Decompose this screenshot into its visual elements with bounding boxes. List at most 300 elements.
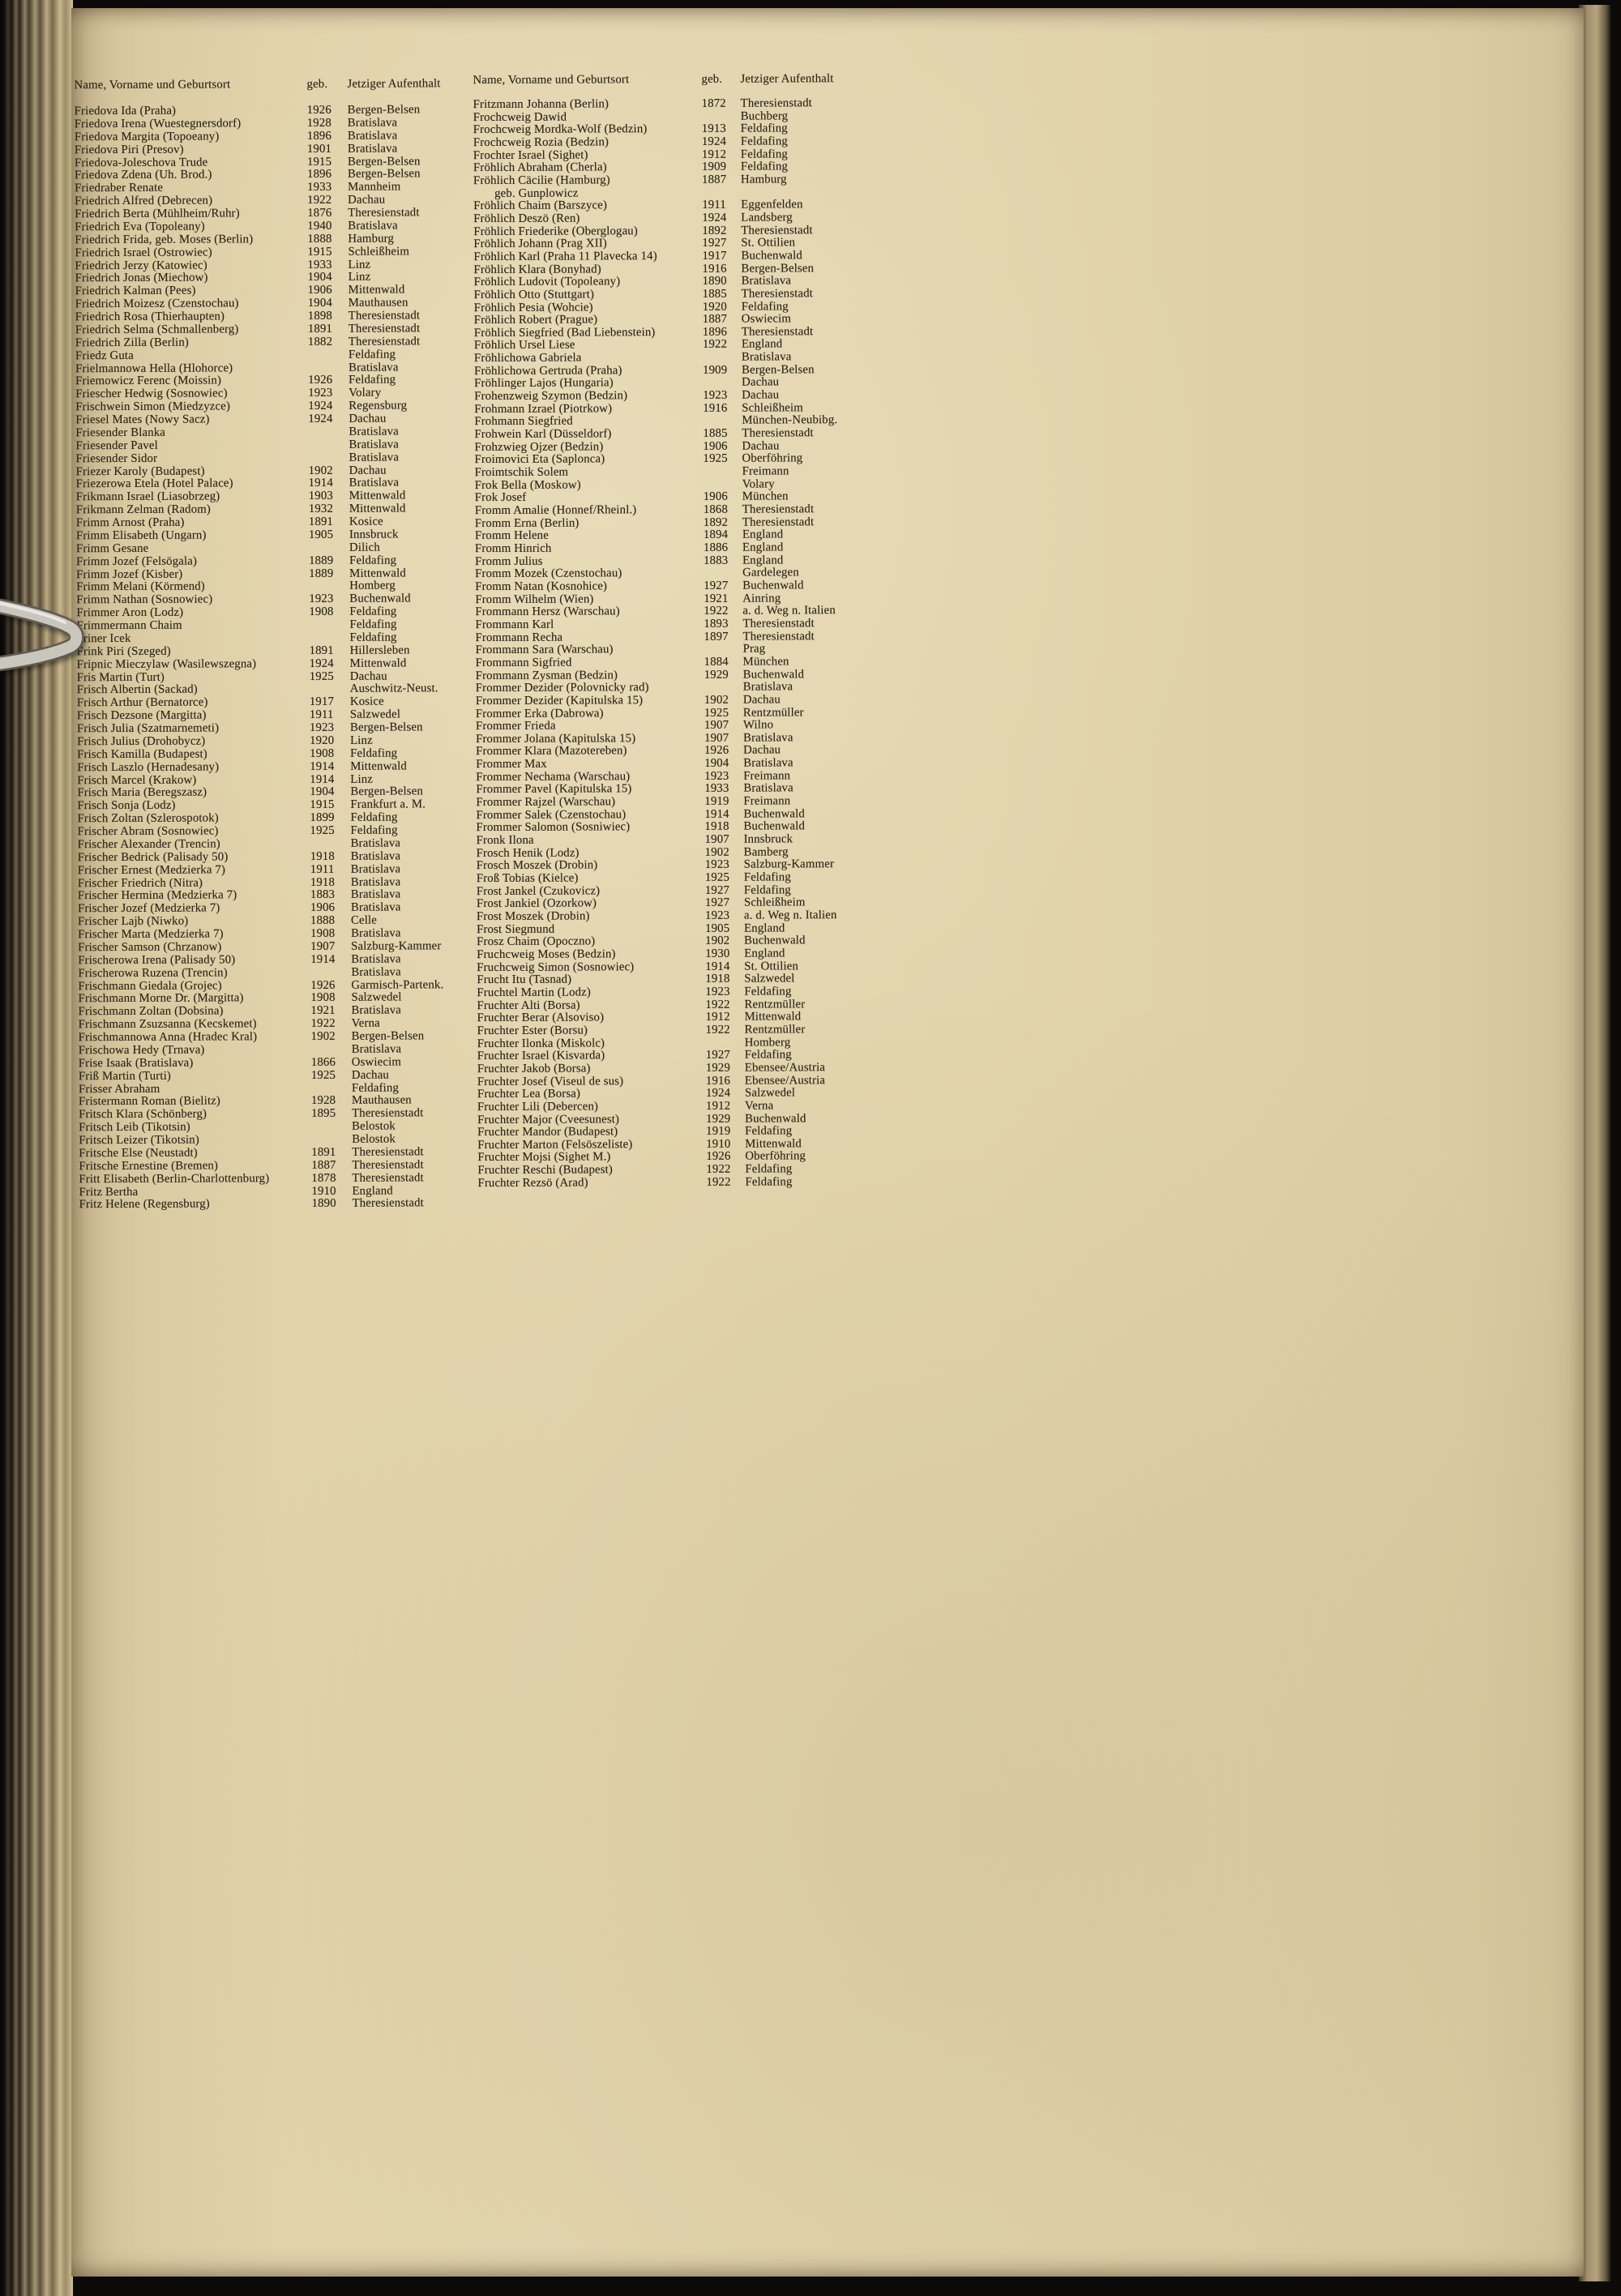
entry-location: Dachau [348, 193, 386, 207]
entry-location: Oberföhring [745, 1149, 806, 1164]
entry-birthyear: 1924 [705, 1086, 731, 1101]
entry-birthyear: 1911 [309, 708, 334, 722]
entry-location: Theresienstadt [742, 629, 815, 643]
entry-birthyear: 1887 [311, 1158, 336, 1172]
entry-birthyear: 1902 [310, 1029, 336, 1043]
entry-name: Froimovici Eta (Saplonca) [474, 452, 605, 467]
entry-location: Buchenwald [743, 819, 806, 834]
entry-birthyear: 1926 [706, 1150, 731, 1164]
entry-name: Frimmermann Chaim [76, 618, 182, 633]
entry-location: Bratislava [350, 836, 401, 850]
entry-name: Frok Josef [474, 491, 527, 505]
entry-location: Bamberg [743, 845, 789, 859]
entry-birthyear: 1902 [308, 464, 333, 477]
entry-birthyear: 1922 [704, 604, 729, 618]
entry-birthyear: 1929 [704, 668, 729, 682]
entry-name: Frisch Julius (Drohobycz) [77, 734, 206, 749]
entry-name: Fruchter Alti (Borsa) [477, 998, 580, 1012]
entry-location: Feldafing [745, 1124, 793, 1138]
entry-location: Mittenwald [349, 502, 406, 515]
entry-birthyear: 1922 [705, 998, 730, 1011]
entry-location: Feldafing [740, 160, 789, 173]
entry-birthyear: 1906 [307, 284, 332, 297]
entry-name: Frisch Sonja (Lodz) [77, 798, 176, 813]
entry-name: Fröhlichowa Gertruda (Praha) [474, 364, 622, 378]
entry-birthyear: 1890 [702, 274, 727, 289]
entry-name: Fruchter Marton (Felsöszeliste) [477, 1138, 633, 1152]
entry-birthyear: 1902 [704, 693, 729, 707]
entry-name: Friesender Blanka [75, 425, 166, 440]
entry-name: Fristermann Roman (Bielitz) [78, 1094, 221, 1109]
entry-birthyear: 1924 [702, 211, 727, 224]
entry-name: Fruchcweig Moses (Bedzin) [477, 947, 616, 962]
entry-name: Fröhlichowa Gabriela [473, 351, 582, 366]
entry-birthyear: 1925 [309, 669, 334, 683]
entry-birthyear: 1898 [307, 309, 333, 323]
entry-birthyear: 1922 [310, 1016, 336, 1031]
entry-location: Hamburg [741, 173, 787, 186]
entry-birthyear: 1902 [705, 934, 730, 948]
entry-birthyear: 1923 [704, 769, 729, 783]
entry-birthyear: 1923 [309, 592, 334, 606]
entry-name: Friedrich Selma (Schmallenberg) [75, 323, 239, 337]
entry-name: Frok Bella (Moskow) [474, 478, 581, 492]
entry-location: Theresienstadt [348, 309, 421, 323]
entry-location: England [742, 554, 784, 567]
entry-birthyear: 1927 [702, 236, 727, 250]
entry-location: Feldafing [743, 870, 791, 884]
entry-name: Fromm Wilhelm (Wien) [475, 592, 594, 606]
entry-location: Feldafing [348, 348, 396, 361]
entry-name: Frischer Jozef (Medzierka 7) [77, 901, 220, 916]
entry-birthyear: 1911 [310, 862, 335, 876]
entry-name: Fruchter Ilonka (Miskolc) [477, 1036, 605, 1050]
entry-birthyear: 1888 [310, 913, 336, 928]
entry-name: Frommann Sigfried [475, 656, 572, 669]
entry-name: Fruchter Rezsö (Arad) [477, 1176, 588, 1190]
entry-birthyear: 1892 [703, 515, 729, 529]
entry-location: Innsbruck [349, 528, 399, 541]
entry-location: St. Ottilien [744, 959, 799, 973]
entry-location: Landsberg [741, 211, 793, 224]
entry-birthyear: 1916 [702, 262, 727, 276]
entry-location: Mauthausen [348, 296, 408, 310]
entry-location: Salzwedel [349, 708, 401, 721]
entry-birthyear: 1908 [309, 605, 334, 619]
entry-name: Fröhlich Karl (Praha 11 Plavecka 14) [473, 249, 657, 263]
entry-birthyear: 1924 [308, 399, 333, 413]
entry-location: England [742, 541, 784, 554]
entry-birthyear: 1929 [706, 1112, 731, 1126]
entry-birthyear: 1925 [310, 1068, 336, 1082]
entry-name: Fröhlich Robert (Prague) [473, 313, 598, 327]
entry-location: Buchenwald [745, 1111, 806, 1126]
entry-location: Feldafing [741, 299, 789, 314]
entry-location: Bratislava [347, 129, 398, 143]
entry-location: Feldafing [349, 554, 397, 567]
entry-birthyear: 1896 [702, 325, 728, 339]
entry-birthyear: 1923 [308, 387, 333, 400]
entry-name: Frisch Zoltan (Szlerospotok) [77, 811, 219, 826]
entry-name: Frischer Marta (Medzierka 7) [78, 927, 224, 942]
entry-birthyear: 1917 [309, 695, 335, 709]
entry-name: Frisch Albertin (Sackad) [76, 682, 198, 697]
entry-name: Friedrich Israel (Ostrowiec) [75, 246, 212, 259]
entry-name: Friedz Guta [75, 348, 134, 362]
entry-birthyear: 1904 [310, 785, 335, 799]
entry-birthyear: 1925 [704, 870, 730, 884]
entry-birthyear: 1910 [311, 1184, 336, 1198]
paper-page [71, 8, 1584, 2277]
entry-name: Fruchter Berar (Alsoviso) [477, 1011, 605, 1025]
entry-birthyear: 1914 [705, 960, 730, 973]
entry-name: Frommer Rajzel (Warschau) [476, 795, 616, 810]
header-name: Name, Vorname und Geburtsort [473, 73, 630, 88]
entry-location: Frankfurt a. M. [350, 797, 426, 812]
entry-location: Buchenwald [743, 807, 805, 821]
entry-birthyear: 1899 [310, 810, 335, 825]
entry-name: Frikmann Israel (Liasobrzeg) [75, 490, 220, 504]
entry-location: Buchenwald [742, 579, 804, 592]
column-header [74, 77, 456, 92]
entry-location: Theresienstadt [352, 1106, 424, 1120]
entry-birthyear: 1894 [703, 528, 729, 542]
entry-location: Rentzmüller [742, 705, 804, 720]
entry-location: Theresienstadt [348, 335, 421, 348]
entry-birthyear: 1919 [704, 794, 729, 808]
entry-name: Fruchter Mandor (Budapest) [477, 1125, 618, 1139]
header-aufenthalt: Jetziger Aufenthalt [347, 77, 441, 91]
entry-name: Fröhlich Cäcilie (Hamburg) [473, 173, 610, 188]
entry-location: Ebensee/Austria [744, 1073, 826, 1088]
entry-birthyear: 1887 [702, 173, 727, 186]
entry-birthyear: 1872 [701, 96, 726, 110]
entry-location: Mittenwald [745, 1137, 802, 1151]
entry-name: Frommer Dezider (Kapitulska 15) [475, 694, 644, 708]
entry-location: Theresienstadt [740, 96, 813, 110]
entry-name: Friedraber Renate [75, 182, 164, 195]
entry-location: Auschwitz-Neust. [349, 682, 438, 696]
entry-name: Fruchter Lea (Borsa) [477, 1087, 581, 1101]
entry-birthyear: 1927 [704, 896, 730, 910]
entry-name: Frikmann Zelman (Radom) [75, 502, 212, 517]
entry-name: Frommann Zysman (Bedzin) [475, 668, 618, 682]
entry-location: Bratislava [351, 1042, 402, 1056]
entry-name: Fröhlich Chaim (Barszyce) [473, 199, 608, 213]
entry-birthyear: 1891 [309, 643, 334, 657]
entry-name: Frielmannowa Hella (Hlohorce) [75, 361, 233, 375]
entry-name: Frochcweig Rozia (Bedzin) [473, 135, 609, 150]
entry-birthyear: 1918 [705, 972, 730, 986]
entry-location: England [744, 921, 785, 935]
entry-birthyear: 1918 [310, 849, 335, 863]
entry-name: Frimm Arnost (Praha) [75, 515, 185, 530]
entry-birthyear: 1884 [704, 655, 729, 669]
entry-birthyear: 1920 [702, 300, 727, 314]
entry-name: Frisser Abraham [78, 1082, 160, 1096]
entry-birthyear: 1889 [309, 567, 334, 580]
entry-name: Frost Jankel (Czukovicz) [476, 884, 601, 898]
entry-name: Frommer Salomon (Sosniwiec) [476, 820, 631, 835]
entry-birthyear: 1921 [310, 1004, 336, 1018]
entry-location: Volary [349, 386, 382, 400]
entry-name: Fröhlich Ludovit (Topoleany) [473, 275, 621, 289]
entry-location: Dachau [349, 412, 387, 425]
entry-location: Bratislava [349, 425, 399, 438]
header-geb: geb. [701, 72, 723, 86]
entry-name: Fröhlich Pesia (Wohcie) [473, 300, 593, 314]
entry-birthyear: 1878 [311, 1171, 336, 1185]
entry-name-continuation: geb. Gunplowicz [494, 186, 579, 200]
entry-name: Friescher Hedwig (Sosnowiec) [75, 387, 228, 401]
entry-name: Fripnic Mieczylaw (Wasilewszegna) [76, 656, 257, 671]
entry-location: Theresienstadt [741, 287, 814, 301]
entry-birthyear: 1915 [307, 245, 332, 259]
entry-birthyear: 1926 [704, 744, 729, 758]
entry-name: Frucht Itu (Tasnad) [477, 973, 572, 987]
entry-location: Bratislava [350, 849, 401, 863]
entry-birthyear: 1907 [704, 832, 729, 846]
entry-location: München [742, 490, 789, 503]
entry-birthyear: 1891 [308, 515, 334, 528]
entry-location: Wilno [742, 718, 774, 732]
entry-birthyear: 1906 [703, 439, 728, 453]
entry-name: Fröhlich Siegfried (Bad Liebenstein) [473, 325, 656, 340]
entry-birthyear: 1907 [704, 731, 729, 745]
entry-birthyear: 1927 [705, 1048, 730, 1062]
entry-birthyear: 1887 [702, 312, 728, 327]
entry-birthyear: 1909 [701, 160, 727, 174]
entry-name: Frischer Hermina (Medzierka 7) [77, 888, 237, 903]
entry-location: Theresienstadt [742, 426, 814, 440]
entry-location: Buchenwald [742, 667, 805, 682]
entry-name: Frisch Laszlo (Hernadesany) [77, 760, 220, 774]
entry-location: München [742, 655, 789, 669]
entry-location: Feldafing [351, 1080, 400, 1095]
entry-birthyear: 1914 [310, 772, 335, 786]
entry-name: Frommer Nechama (Warschau) [476, 770, 631, 784]
entry-name: Frisch Arthur (Bernatorce) [76, 695, 208, 710]
entry-birthyear: 1929 [705, 1061, 731, 1075]
entry-location: Innsbruck [743, 832, 793, 846]
entry-location: Bratislava [350, 887, 401, 902]
entry-location: Buchenwald [741, 249, 802, 263]
entry-location: Theresienstadt [741, 223, 813, 237]
entry-location: Garmisch-Partenk. [351, 977, 444, 992]
entry-name: Friedrich Zilla (Berlin) [75, 336, 189, 349]
entry-birthyear: 1940 [307, 219, 332, 233]
entry-location: Schleißheim [348, 245, 410, 259]
entry-name: Friedova Piri (Presov) [74, 143, 184, 156]
entry-name: Frink Piri (Szeged) [76, 644, 171, 658]
entry-name: Frohmann Izrael (Piotrkow) [474, 402, 613, 416]
entry-birthyear: 1907 [704, 718, 729, 733]
entry-birthyear: 1914 [704, 807, 729, 821]
entry-location: Dachau [742, 388, 780, 402]
entry-name: Frimm Jozef (Kisber) [76, 567, 183, 581]
entry-birthyear: 1930 [705, 947, 730, 960]
entry-birthyear: 1866 [310, 1055, 336, 1069]
entry-birthyear: 1923 [704, 858, 729, 872]
entry-location: Bratislava [351, 1003, 402, 1018]
entry-name: Frisch Kamilla (Budapest) [77, 747, 207, 761]
entry-location: Feldafing [350, 823, 398, 837]
entry-birthyear: 1914 [310, 759, 335, 773]
entry-birthyear: 1923 [704, 909, 730, 922]
entry-birthyear: 1927 [704, 883, 730, 897]
entry-location: Salzwedel [744, 972, 795, 986]
register-row [477, 1175, 865, 1190]
entry-location: St. Ottilien [741, 236, 796, 250]
entry-name: Fromm Mozek (Czenstochau) [475, 567, 622, 581]
entry-location: Buchenwald [744, 934, 806, 947]
entry-birthyear: 1926 [306, 103, 331, 117]
entry-location: Feldafing [745, 1162, 793, 1176]
entry-birthyear: 1896 [306, 168, 332, 182]
entry-location: Dachau [743, 743, 781, 758]
entry-location: Bratislava [743, 731, 793, 745]
entry-location: Linz [350, 772, 374, 786]
entry-location: Oswiecim [741, 312, 792, 326]
entry-name: Friedova Zdena (Uh. Brod.) [74, 168, 212, 182]
entry-location: Mauthausen [351, 1093, 412, 1108]
entry-name: Frisch Dezsone (Margitta) [76, 708, 207, 723]
entry-location: Belostok [352, 1119, 396, 1133]
register-rows-left [75, 103, 462, 1211]
entry-name: Friemowicz Ferenc (Moissin) [75, 374, 222, 388]
entry-name: Frommann Hersz (Warschau) [475, 605, 620, 619]
entry-name: Frohwein Karl (Düsseldorf) [474, 427, 612, 442]
entry-name: Frommann Recha [475, 631, 563, 644]
entry-name: Frisch Maria (Beregszasz) [77, 785, 207, 800]
entry-birthyear: 1925 [704, 706, 729, 720]
entry-name: Fröhlich Deszö (Ren) [473, 212, 580, 225]
entry-name: Frischmann Zoltan (Dobsina) [78, 1004, 224, 1019]
entry-location: Mittenwald [349, 566, 406, 580]
entry-location: Hamburg [348, 232, 395, 246]
entry-birthyear: 1897 [704, 630, 729, 643]
entry-name: Frommer Frieda [475, 719, 556, 733]
header-geb: geb. [306, 77, 328, 91]
entry-location: Theresienstadt [352, 1158, 424, 1172]
entry-name: Frommer Erka (Dabrowa) [475, 706, 604, 720]
entry-location: Linz [348, 258, 371, 272]
entry-location: Feldafing [350, 746, 398, 760]
entry-location: Bratislava [348, 219, 398, 233]
entry-name: Friezer Karoly (Budapest) [75, 464, 205, 478]
entry-location: Bergen-Belsen [347, 167, 421, 182]
entry-birthyear: 1922 [307, 193, 332, 207]
entry-name: Frimm Nathan (Sosnowiec) [76, 592, 213, 607]
entry-name: Friesender Pavel [75, 438, 158, 452]
entry-birthyear: 1882 [307, 335, 333, 348]
entry-name: Froß Tobias (Kielce) [476, 871, 579, 886]
entry-birthyear: 1907 [310, 939, 336, 953]
entry-location: Theresienstadt [742, 617, 815, 631]
entry-location: Linz [350, 733, 373, 747]
entry-name: Fröhlich Ursel Liese [473, 339, 575, 353]
entry-location: Bratislava [349, 451, 400, 464]
entry-location: Dachau [349, 464, 387, 477]
entry-name: Frommer Dezider (Polovnicky rad) [475, 681, 649, 695]
entry-name: Fromm Amalie (Honnef/Rheinl.) [474, 503, 637, 518]
entry-birthyear: 1891 [307, 322, 333, 336]
register-column-left [74, 9, 466, 2279]
entry-name: Frommer Klara (Mazotereben) [476, 744, 627, 759]
entry-birthyear: 1933 [307, 258, 332, 272]
entry-name: Fromm Hinrich [474, 541, 552, 556]
entry-birthyear: 1924 [309, 656, 334, 670]
entry-birthyear: 1893 [704, 617, 729, 631]
entry-location: Volary [742, 477, 775, 491]
entry-location: Salzwedel [351, 990, 402, 1005]
entry-name: Frischer Ernest (Medzierka 7) [77, 863, 226, 877]
entry-location: Bergen-Belsen [350, 785, 423, 799]
entry-location: Theresienstadt [742, 515, 815, 529]
entry-birthyear: 1901 [306, 142, 332, 156]
entry-name: Frimm Elisabeth (Ungarn) [75, 528, 207, 543]
entry-name: Frisch Julia (Szatmarnemeti) [76, 721, 220, 736]
entry-name: Frise Isaak (Bratislava) [78, 1056, 194, 1070]
entry-location: Bratislava [351, 952, 401, 966]
entry-location: Freimann [743, 794, 791, 808]
entry-name: Friedrich Moizesz (Czenstochau) [75, 297, 239, 311]
entry-location: Bratislava [350, 862, 401, 876]
entry-name: Frommer Salek (Czenstochau) [476, 808, 627, 822]
header-name: Name, Vorname und Geburtsort [74, 78, 231, 92]
entry-name: Frohzwieg Ojzer (Bedzin) [474, 440, 604, 454]
entry-name: Fritsche Ernestine (Bremen) [79, 1159, 219, 1173]
entry-name: Fritzmann Johanna (Berlin) [473, 97, 609, 112]
entry-birthyear: 1927 [704, 579, 729, 592]
entry-name: Fromm Julius [475, 554, 543, 568]
entry-name: Fruchter Israel (Kisvarda) [477, 1049, 605, 1063]
entry-location: Dachau [742, 439, 780, 453]
entry-location: Bratislava [349, 438, 399, 451]
entry-location: Gardelegen [742, 566, 799, 579]
entry-name: Fromm Erna (Berlin) [474, 516, 580, 530]
entry-birthyear: 1906 [310, 901, 336, 915]
entry-location: München-Neubibg. [742, 413, 838, 428]
entry-birthyear: 1905 [705, 921, 730, 935]
entry-name: Fritsch Klara (Schönberg) [79, 1107, 207, 1122]
entry-location: Ebensee/Austria [744, 1061, 826, 1075]
entry-birthyear: 1915 [310, 798, 335, 812]
entry-name: Friedrich Kalman (Pees) [75, 284, 196, 298]
entry-name: Frischmann Morne Dr. (Margitta) [78, 991, 244, 1006]
entry-name: Fruchter Josef (Viseul de sus) [477, 1074, 624, 1088]
entry-location: Feldafing [740, 148, 788, 161]
entry-location: Dachau [742, 375, 780, 390]
entry-location: Schleißheim [742, 401, 803, 415]
entry-location: Verna [351, 1016, 380, 1030]
entry-name: Fritz Helene (Regensburg) [79, 1197, 210, 1212]
entry-name: Frommer Pavel (Kapitulska 15) [476, 782, 632, 797]
entry-birthyear: 1905 [308, 528, 334, 541]
entry-birthyear: 1886 [703, 541, 729, 554]
entry-location: Feldafing [350, 810, 398, 824]
entry-name: Froimtschik Solem [474, 465, 569, 480]
entry-location: Celle [350, 913, 378, 927]
entry-location: Hillersleben [349, 643, 410, 657]
entry-name: Frischer Bedrick (Palisady 50) [77, 850, 229, 864]
entry-birthyear: 1883 [704, 554, 729, 567]
entry-name: Fruchter Lili (Debercen) [477, 1100, 599, 1114]
entry-location: Mittenwald [349, 656, 407, 670]
entry-location: Feldafing [349, 631, 397, 644]
entry-name: Fröhlich Otto (Stuttgart) [473, 288, 595, 301]
entry-location: Bratislava [350, 874, 401, 889]
